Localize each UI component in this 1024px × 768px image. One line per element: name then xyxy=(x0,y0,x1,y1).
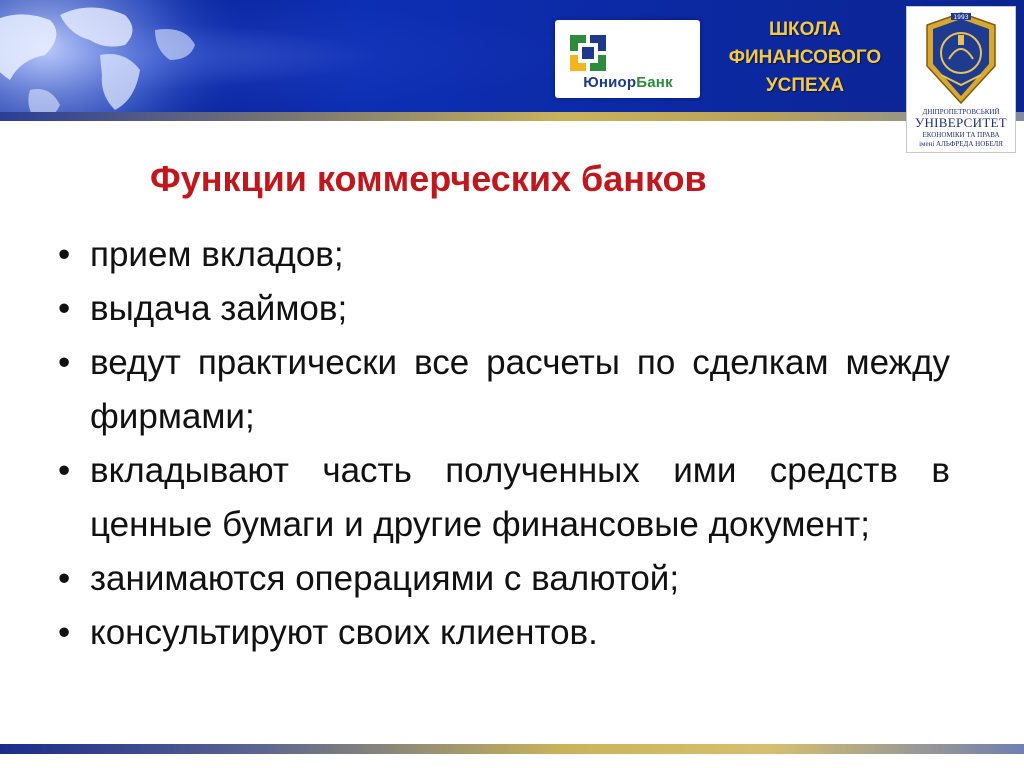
bank-logo-text-part2: Банк xyxy=(636,74,673,91)
list-item xyxy=(58,606,950,660)
emblem-year: 1993 xyxy=(953,14,969,21)
list-item xyxy=(58,282,950,336)
slide-title: Функции коммерческих банков xyxy=(150,158,707,199)
school-title-line-1: ШКОЛА xyxy=(768,19,842,40)
header-accent-stripe xyxy=(0,112,1024,121)
juniorbank-logo-card xyxy=(555,20,700,98)
functions-bullet-list xyxy=(58,228,950,660)
footer-accent-stripe xyxy=(0,744,1024,754)
bullet-icon: • xyxy=(58,451,71,490)
juniorbank-logo-icon xyxy=(570,35,606,71)
list-item-text: вкладывают часть полученных ими средств в ценные бумаги и другие финансовые документ; xyxy=(90,451,950,544)
school-title-line-3: УСПЕХА xyxy=(765,75,845,96)
university-logo-card xyxy=(906,6,1016,153)
university-line-1: ДНІПРОПЕТРОВСЬКИЙ xyxy=(922,108,1000,116)
list-item xyxy=(58,444,950,552)
list-item-text: консультируют своих клиентов. xyxy=(90,613,598,652)
university-line-4: імені АЛЬФРЕДА НОБЕЛЯ xyxy=(919,140,1003,148)
bank-logo-text-part1: Юниор xyxy=(583,74,637,91)
list-item xyxy=(58,552,950,606)
list-item xyxy=(58,228,950,282)
university-line-3: ЕКОНОМІКИ ТА ПРАВА xyxy=(922,131,1000,139)
bullet-icon: • xyxy=(58,289,71,328)
list-item-text: выдача займов; xyxy=(90,289,348,328)
school-title-line-2: ФИНАНСОВОГО xyxy=(728,47,882,68)
bank-logo-text xyxy=(563,74,693,91)
bullet-icon: • xyxy=(58,559,71,598)
world-map-globe-icon xyxy=(0,0,270,112)
list-item xyxy=(58,336,950,444)
list-item-text: ведут практически все расчеты по сделкам между фирмами; xyxy=(90,343,950,436)
university-shield-emblem-icon xyxy=(921,11,1001,109)
bullet-icon: • xyxy=(58,235,71,274)
school-title xyxy=(700,16,910,100)
list-item-text: занимаются операциями с валютой; xyxy=(90,559,680,598)
bullet-icon: • xyxy=(58,343,71,382)
university-line-2: УНІВЕРСИТЕТ xyxy=(914,115,1008,130)
bullet-icon: • xyxy=(58,613,71,652)
list-item-text: прием вкладов; xyxy=(90,235,344,274)
